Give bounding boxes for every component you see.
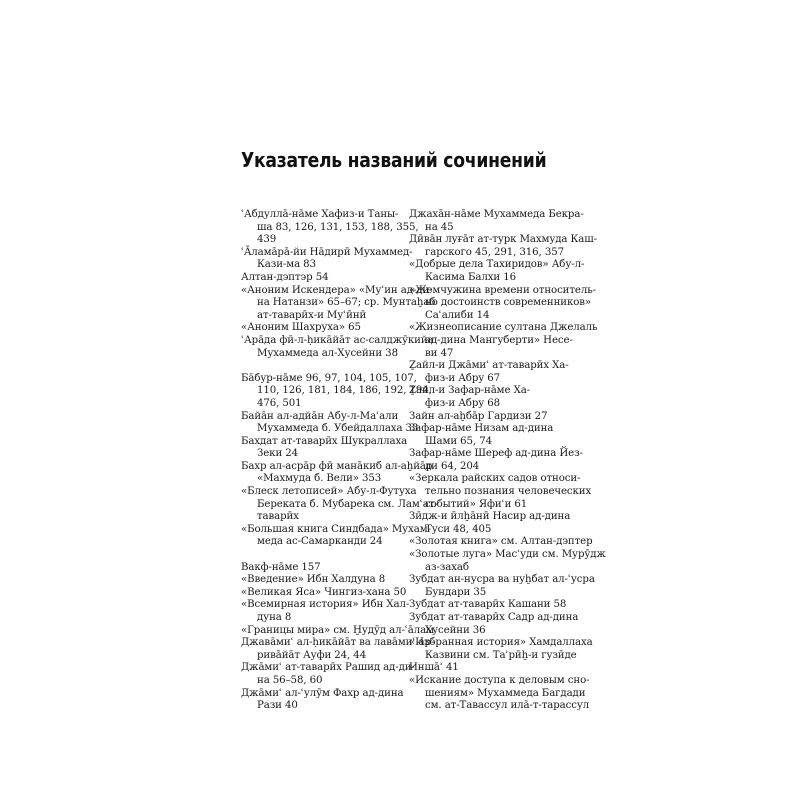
index-entry: «Всемирная история» Ибн Хал- — [241, 599, 410, 611]
index-entry: «Блеск летописей» Абу-л-Футуха — [241, 486, 417, 498]
index-entry-continuation: Касима Балхи 16 — [425, 271, 516, 283]
section-gap — [241, 549, 416, 562]
index-entry-continuation: 110, 126, 181, 184, 186, 192, 194, — [257, 385, 432, 397]
index-entry: Зайн ал-аḫбāр Гардизи 27 — [409, 410, 548, 422]
index-entry-continuation: Бундари 35 — [425, 586, 487, 598]
index-entry: «Золотая книга» см. Алтан-дэптер — [409, 536, 593, 548]
index-entry: Зафар-нāме Низам ад-дина — [409, 423, 554, 435]
index-entry-continuation: Хусейни 36 — [425, 624, 486, 636]
index-entry-continuation: ша 83, 126, 131, 153, 188, 355, — [257, 221, 419, 233]
index-entry-continuation: тельно познания человеческих — [425, 486, 592, 498]
index-entry-continuation: Саʿалиби 14 — [425, 309, 490, 321]
index-entry: Зубдат ан-нусра ва нуḫбат ал-ʿусра — [409, 574, 595, 586]
index-entry-continuation: физ-и Абру 67 — [425, 372, 501, 384]
index-entry: «Избранная история» Хамдаллаха — [409, 637, 593, 649]
index-entry-continuation: Мухаммеда б. Убейдаллаха 33 — [257, 423, 419, 435]
index-entry-continuation: «Махмуда б. Вели» 353 — [257, 473, 382, 485]
index-entry-continuation: меда ас-Самарканди 24 — [257, 536, 383, 548]
index-entry-continuation: ат-таварӣх-и Муʿӣнӣ — [257, 309, 367, 321]
index-entry: ʿАрāда фӣ-л-ḥикāйāт ас-салджӯкийа — [241, 334, 434, 346]
index-entry-continuation: 476, 501 — [257, 397, 302, 409]
index-entry: Джавāмиʿ ал-ḥикāйāт ва лавāмиʿ ар- — [241, 637, 435, 649]
index-entry-continuation: аз-захаб — [425, 561, 469, 573]
index-entry: Дӣвāн луғāт ат-турк Махмуда Каш- — [409, 234, 597, 246]
index-entry: Джāмиʿ ал-ʿулӯм Фахр ад-дина — [241, 687, 404, 699]
index-entry-continuation: на 56–58, 60 — [257, 674, 323, 686]
index-entry: «Аноним Искендера» «Муʿин ад-ди- — [241, 284, 433, 296]
index-entry-continuation: Кази-ма 83 — [257, 259, 316, 271]
index-entry: «Введение» Ибн Халдуна 8 — [241, 574, 386, 586]
index-entry: Ẕайл-и Зафар-нāме Ха- — [409, 385, 531, 397]
index-entry: «Искание доступа к деловым сно- — [409, 674, 590, 686]
index-entry-continuation: Казвини см. Таʾрӣḫ-и гузӣде — [425, 649, 577, 661]
page-title: Указатель названий сочинений — [241, 148, 547, 172]
index-entry: «Великая Яса» Чингиз-хана 50 — [241, 586, 407, 598]
index-entry: Бахр ал-асрāр фӣ манāкиб ал-аḫйāр — [241, 460, 433, 472]
index-entry: «Границы мира» см. Ḫудӯд ал-ʿāлам — [241, 624, 434, 636]
index-entry: «Аноним Шахруха» 65 — [241, 322, 361, 334]
section-gap — [241, 360, 416, 373]
index-entry-continuation: см. ат-Тавассул илā-т-тарассул — [425, 700, 590, 712]
index-entry: Зӣдж-и ӣлḫāнӣ Насир ад-дина — [409, 511, 571, 523]
index-column-right — [409, 209, 606, 713]
index-entry: «Золотые луга» Масʿуди см. Мурӯдж — [409, 549, 606, 561]
index-entry: «Добрые дела Тахиридов» Абу-л- — [409, 259, 585, 271]
index-entry: Бахдат ат-таварӣх Шукраллаха — [241, 435, 408, 447]
index-entry: Бāбур-нāме 96, 97, 104, 105, 107, — [241, 372, 417, 384]
index-entry: Байāн ал-адйāн Абу-л-Маʿали — [241, 410, 399, 422]
index-entry-continuation: шениям» Мухаммеда Багдади — [425, 687, 586, 699]
index-entry: Зубдат ат-таварӣх Садр ад-дина — [409, 612, 579, 623]
index-entry-continuation: ви 47 — [425, 347, 454, 359]
index-entry-continuation: Рази 40 — [257, 700, 298, 712]
index-entry: Джāмиʿ ат-таварӣх Рашид ад-ди- — [241, 662, 415, 674]
index-entry-continuation: ривāйāт Ауфи 24, 44 — [257, 649, 367, 661]
index-entry-continuation: Шами 65, 74 — [425, 435, 492, 447]
index-entry-continuation: но достоинств современников» — [425, 297, 592, 309]
index-entry-continuation: гарского 45, 291, 316, 357 — [425, 246, 564, 258]
index-entry: Джахāн-нāме Мухаммеда Бекра- — [409, 209, 584, 220]
index-entry-continuation: Зеки 24 — [257, 448, 299, 460]
index-entry: Зафар-нāме Шереф ад-дина Йез- — [409, 448, 583, 460]
index-entry: Вакф-нāме 157 — [241, 561, 321, 573]
index-entry: Алтан-дэптэр 54 — [241, 271, 329, 283]
index-entry-continuation: событий» Яфиʿи 61 — [425, 498, 528, 510]
index-entry: «Зеркала райских садов относи- — [409, 473, 581, 485]
index-entry-continuation: таварӣх — [257, 511, 299, 523]
index-entry-continuation: Мухаммеда ал-Хусейни 38 — [257, 347, 398, 359]
index-entry-continuation: на Натанзи» 65–67; ср. Мунтаḫаб — [257, 297, 436, 309]
index-entry: «Большая книга Синдбада» Мухам- — [241, 523, 431, 535]
index-entry-continuation: Береката б. Мубарека см. Ламʿат- — [257, 498, 438, 510]
index-entry-continuation: на 45 — [425, 221, 454, 233]
index-entry-continuation: дуна 8 — [257, 612, 292, 623]
index-entry: Зубдат ат-таварӣх Кашани 58 — [409, 599, 567, 611]
index-entry-continuation: 439 — [257, 234, 277, 246]
index-entry-continuation: ад-дина Мангуберти» Несе- — [425, 334, 573, 346]
index-entry-continuation: ди 64, 204 — [425, 460, 480, 472]
index-entry: ʿАбдуллā-нāме Хафиз-и Таны- — [241, 209, 399, 220]
index-entry-continuation: физ-и Абру 68 — [425, 397, 501, 409]
index-entry-continuation: Туси 48, 405 — [425, 523, 492, 535]
index-entry: Ẕайл-и Джāмиʿ ат-таварӣх Ха- — [409, 360, 569, 372]
index-entry: ʿĀламāрā-йи Нāдирӣ Мухаммед- — [241, 246, 413, 258]
index-entry: «Жизнеописание султана Джелаль — [409, 322, 598, 334]
index-entry: «Жемчужина времени относитель- — [409, 284, 596, 296]
index-entry: Иншāʾ 41 — [409, 662, 459, 674]
